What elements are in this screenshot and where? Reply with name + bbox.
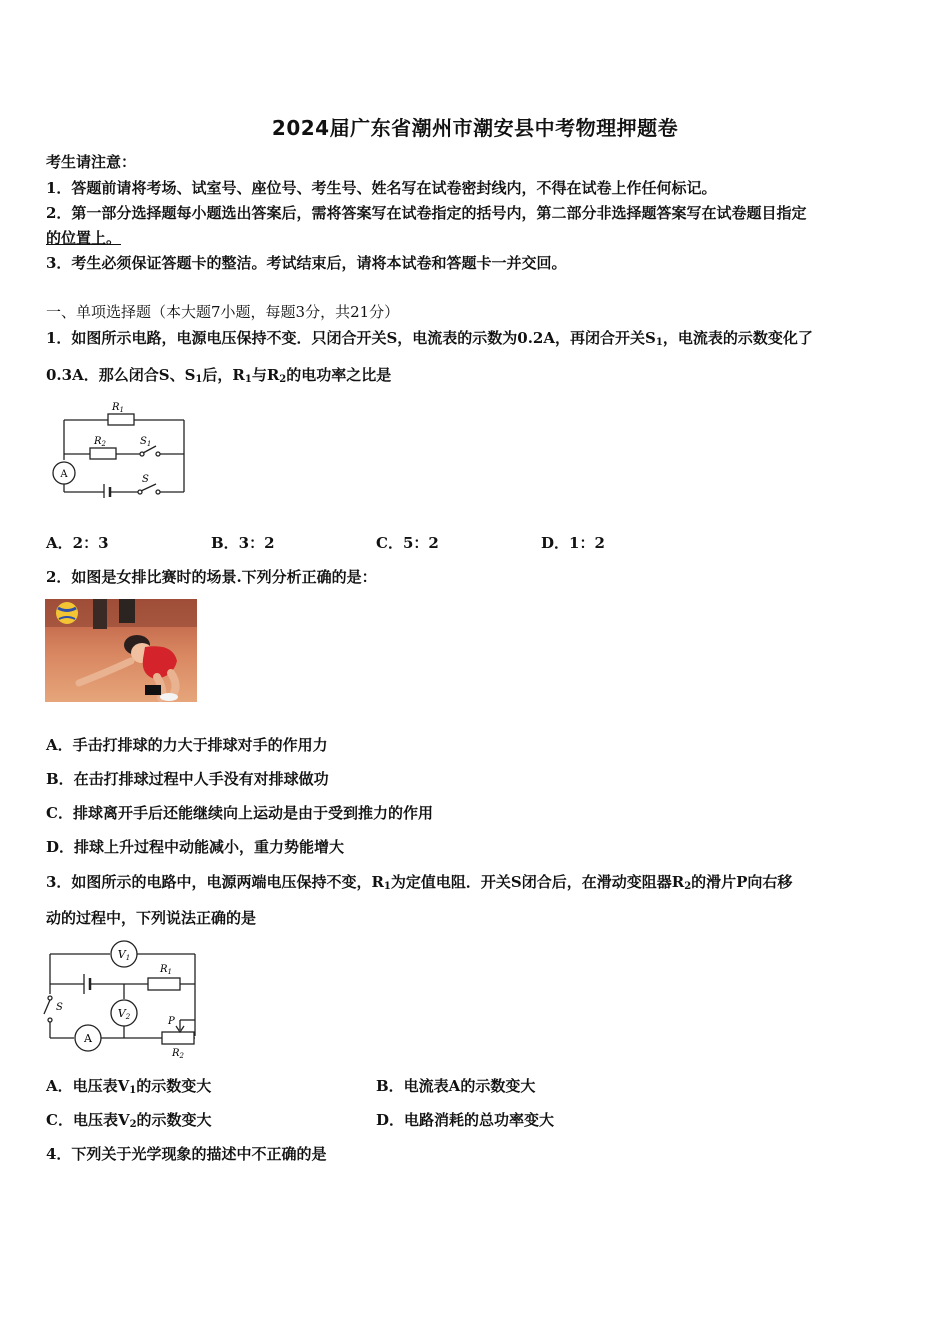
q3-v2-label: V2 (117, 1007, 131, 1021)
section-heading: 一、单项选择题（本大题7小题，每题3分，共21分） (46, 303, 400, 321)
volleyball-photo-illustration (45, 599, 197, 702)
q1-option-a: A．2：3 (46, 534, 109, 552)
q4-stem: 4．下列关于光学现象的描述中不正确的是 (46, 1145, 327, 1163)
q3-circuit-diagram (40, 938, 205, 1060)
q1-option-b: B．3：2 (211, 534, 275, 552)
notice-item-2-cont: 的位置上。 (46, 229, 122, 247)
notice-item-2: 2．第一部分选择题每小题选出答案后，需将答案写在试卷指定的括号内，第二部分非选择题答案写在试卷题目指定 (46, 204, 807, 222)
q1-circuit-diagram (46, 398, 191, 498)
q2-option-b: B．在击打排球过程中人手没有对排球做功 (46, 770, 329, 788)
q1-stem-line1: 1．如图所示电路，电源电压保持不变．只闭合开关S，电流表的示数为0.2A，再闭合开关$S_1$，电流表的示数变化了 (46, 329, 813, 348)
q1-stem-line2: 0.3A．那么闭合S、$S_1$后，$R_1$与$R_2$的电功率之比是 (46, 366, 392, 385)
q3-option-b: B．电流表A的示数变大 (376, 1077, 536, 1095)
q3-ammeter-label: A (84, 1032, 92, 1045)
q2-stem: 2．如图是女排比赛时的场景.下列分析正确的是： (46, 568, 377, 586)
notice-item-3: 3．考生必须保证答题卡的整洁。考试结束后，请将本试卷和答题卡一并交回。 (46, 254, 567, 272)
q3-option-d: D．电路消耗的总功率变大 (376, 1111, 555, 1129)
q2-option-a: A．手击打排球的力大于排球对手的作用力 (46, 736, 328, 754)
q3-option-c: C．电压表$V_2$的示数变大 (46, 1111, 212, 1130)
q1-r2-label: $R_2$ (94, 436, 106, 448)
q3-option-a: A．电压表$V_1$的示数变大 (46, 1077, 212, 1096)
q3-stem-line1: 3．如图所示的电路中，电源两端电压保持不变，$R_1$为定值电阻．开关S闭合后，在滑动变阻器$R_2$的滑片P向右移 (46, 873, 793, 892)
q2-option-c: C．排球离开手后还能继续向上运动是由于受到推力的作用 (46, 804, 433, 822)
notice-item-1: 1．答题前请将考场、试室号、座位号、考生号、姓名写在试卷密封线内，不得在试卷上作任何标记。 (46, 179, 717, 197)
q3-s-label: S (56, 1002, 63, 1013)
q3-r1-label: $R_1$ (160, 964, 172, 976)
page-title: 2024届广东省潮州市潮安县中考物理押题卷 (271, 116, 679, 140)
q3-p-label: P (168, 1016, 175, 1027)
q1-option-d: D．1：2 (541, 534, 605, 552)
q3-r2-label: $R_2$ (172, 1048, 184, 1060)
q1-r1-label: $R_1$ (112, 402, 124, 414)
notice-heading: 考生请注意： (46, 153, 137, 171)
q1-option-c: C．5：2 (376, 534, 439, 552)
q3-v1-label: V1 (117, 948, 131, 962)
q1-s-label: S (142, 474, 149, 485)
q1-s1-label: $S_1$ (140, 436, 152, 448)
q2-option-d: D．排球上升过程中动能减小，重力势能增大 (46, 838, 345, 856)
q3-stem-line2: 动的过程中，下列说法正确的是 (46, 909, 257, 927)
volleyball-photo (45, 599, 197, 702)
q1-ammeter-label: A (60, 469, 68, 480)
